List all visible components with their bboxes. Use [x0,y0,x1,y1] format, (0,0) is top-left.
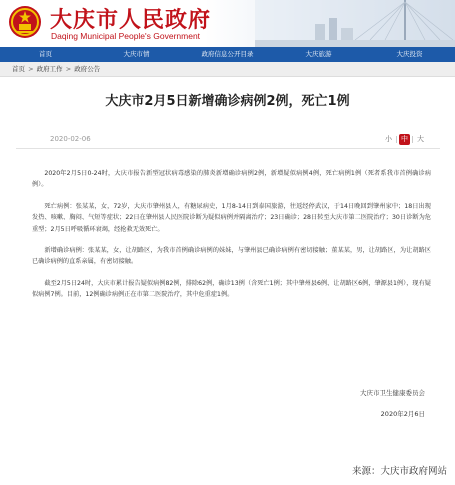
breadcrumb-gov-work[interactable]: 政府工作 [36,65,63,73]
breadcrumb-separator: > [65,65,72,73]
nav-item-gov-info[interactable]: 政府信息公开目录 [201,50,254,58]
paragraph-cumulative: 截至2月5日24时，大庆市累计报告疑似病例82例，排除62例，确诊13例（含死亡1例；其中肇州县6例、让胡路区6例，肇源县1例），现有疑似病例7例。目前，12例确诊病例正在市第二医院治疗，其中危重症1例。 [32,279,431,299]
national-emblem-icon [8,4,42,40]
city-skyline-image [255,0,455,47]
article-signature [360,383,425,425]
paragraph-new-cases: 新增确诊病例：张某某，女，让胡路区，为我市首例确诊病例的妹妹，与肇州县已确诊病例有密切接触；董某某，男，让胡路区，为让胡路区已确诊病例的直系亲属，有密切接触。 [32,247,431,266]
breadcrumb-home[interactable]: 首页 [12,65,25,73]
nav-item-home[interactable]: 首页 [39,50,52,58]
font-large-button[interactable]: 大 [417,135,424,143]
signature-org: 大庆市卫生健康委员会 [360,389,425,397]
font-small-button[interactable]: 小 [385,135,392,143]
nav-item-investment[interactable]: 大庆投资 [396,50,423,58]
article-body [32,168,431,311]
nav-item-tourism[interactable]: 大庆旅游 [305,50,332,58]
divider [396,136,397,143]
source-caption: 来源：大庆市政府网站 [351,466,447,477]
site-subtitle: Daqing Municipal People's Government [51,31,201,41]
article-meta [16,134,440,149]
site-header [0,0,455,47]
breadcrumb-gov-notice[interactable]: 政府公告 [74,65,101,73]
paragraph-summary: 2020年2月5日0-24时，大庆市报告新型冠状病毒感染的肺炎新增确诊病例2例，新增疑似病例4例，死亡病例1例（死者系我市首例确诊病例）。 [32,170,431,189]
font-size-controls [381,134,426,145]
signature-date: 2020年2月6日 [380,410,425,418]
publish-date: 2020-02-06 [50,135,91,143]
divider [412,136,413,143]
font-medium-button[interactable]: 中 [401,135,408,143]
main-nav [0,47,455,62]
article-title: 大庆市2月5日新增确诊病例2例，死亡1例 [105,94,350,109]
paragraph-death-case: 死亡病例：张某某，女，72岁，大庆市肇州县人，有糖尿病史，1月8-14日到泰国旅游，往返经停武汉，于14日晚回到肇州家中；18日出现发热、咳嗽、胸闷、气短等症状；22日在肇州县人民医院诊断为疑似病例并隔离治疗；23日确诊；28日转至大庆市第二医院治疗；30日诊断为危重型；2月5日呼吸循环衰竭，经抢救无效死亡。 [32,202,431,233]
site-title[interactable]: 大庆市人民政府 [50,7,212,33]
breadcrumb [0,62,455,77]
nav-item-city-profile[interactable]: 大庆市情 [123,50,150,58]
breadcrumb-separator: > [28,65,34,73]
